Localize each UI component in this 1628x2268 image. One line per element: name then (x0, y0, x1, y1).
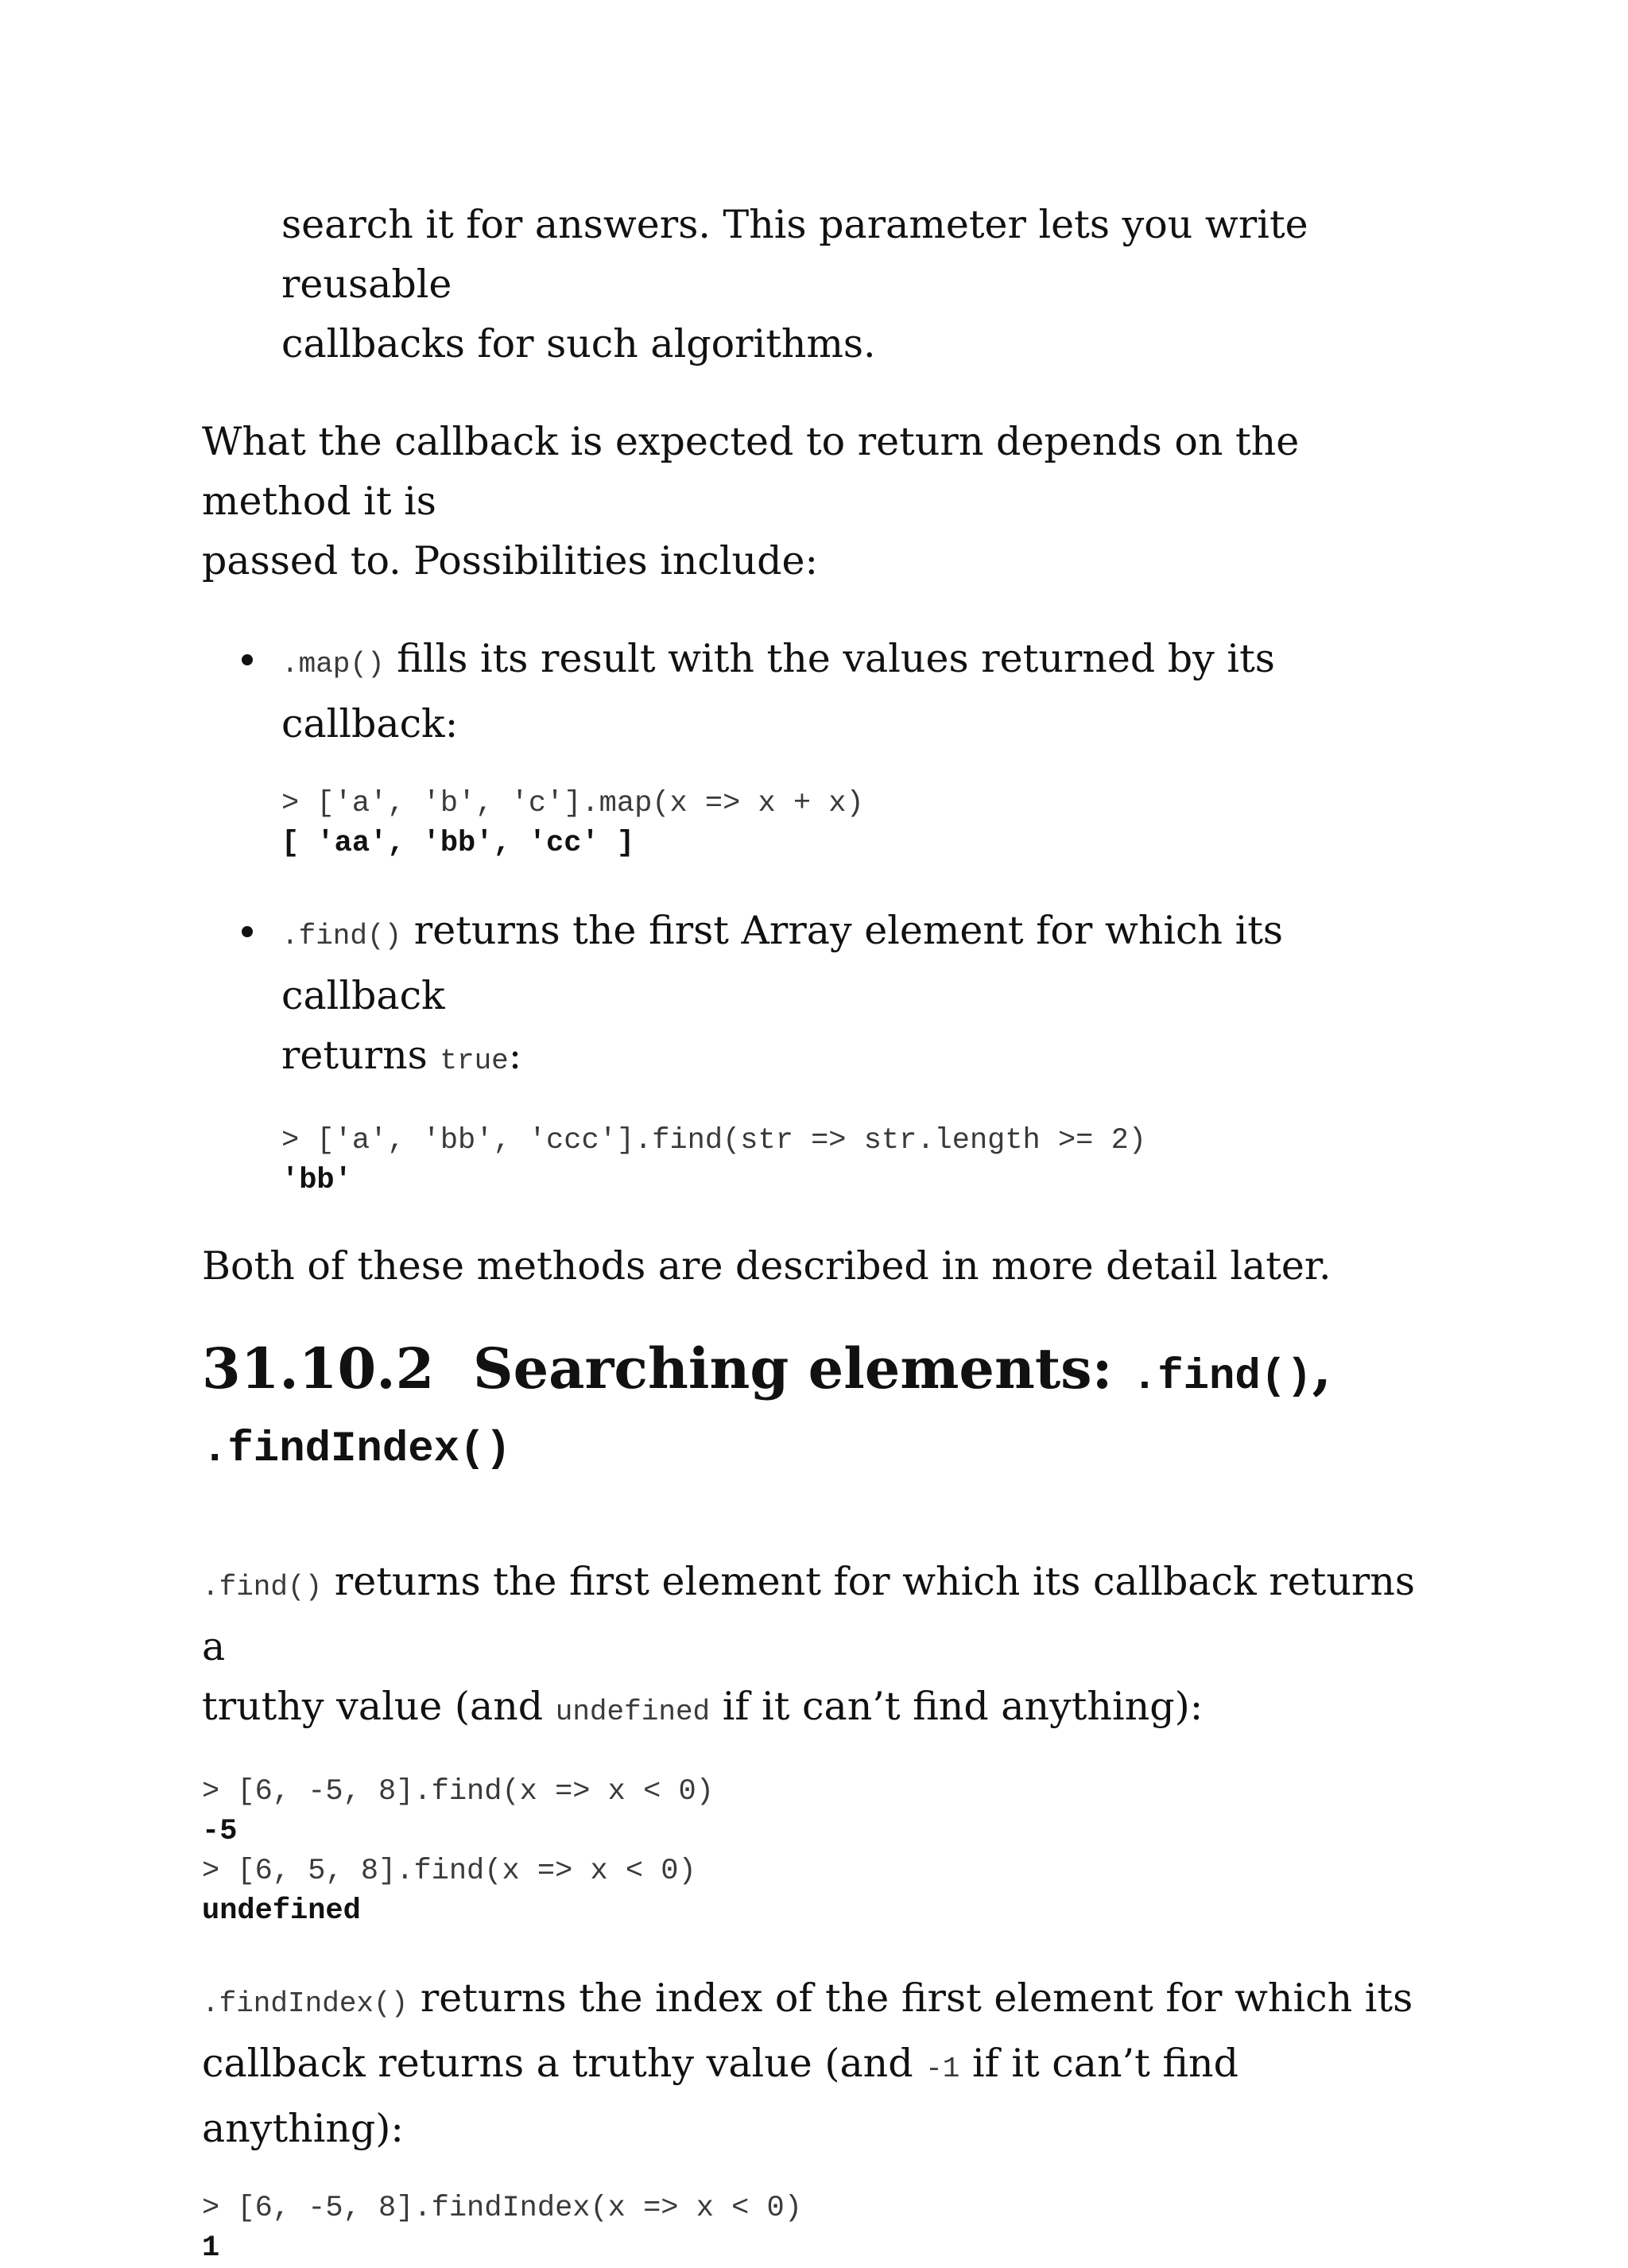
code-output: 'bb' (281, 1164, 352, 1197)
document-page (202, 195, 1442, 2268)
findindex-line-2: callback returns a truthy value (and -1 if it can’t find anything): (202, 2041, 1238, 2151)
find-bullet-line-2: returns true: (281, 1033, 522, 1078)
section-number: 31.10.2 (202, 1336, 435, 1402)
findindex-line-1: .findIndex() returns the index of the first element for which its (202, 1975, 1413, 2021)
code-input: > [6, -5, 8].find(x => x < 0) (202, 1775, 714, 1809)
section-heading: 31.10.2 Searching elements: .find(), .findIndex() (202, 1336, 1332, 1474)
code-block-find (202, 1772, 1442, 1931)
find-paragraph (202, 1552, 1442, 1742)
findindex-paragraph (202, 1968, 1442, 2158)
intro-line-2: callbacks for such algorithms. (281, 321, 876, 366)
list-item-find (202, 901, 1442, 1200)
code-output: -5 (202, 1815, 238, 1848)
intro-paragraph (281, 195, 1442, 374)
inline-code: .find() (281, 920, 402, 952)
code-block-findindex (202, 2189, 1442, 2268)
find-line-1: .find() returns the first element for which its callback returns a (202, 1559, 1416, 1669)
code-input: > ['a', 'bb', 'ccc'].find(str => str.length >= 2) (281, 1124, 1146, 1157)
inline-code: .map() (281, 648, 385, 680)
inline-code: .findIndex() (202, 1987, 409, 2020)
callback-return-line-2: passed to. Possibilities include: (202, 538, 818, 583)
inline-code: true (440, 1045, 509, 1077)
list-item-map (202, 629, 1442, 863)
find-bullet-line-1: .find() returns the first Array element for which its callback (281, 908, 1284, 1018)
inline-code: -1 (925, 2053, 960, 2085)
bullet-icon (242, 926, 253, 937)
code-input: > [6, 5, 8].find(x => x < 0) (202, 1855, 696, 1888)
both-methods-paragraph: Both of these methods are described in more detail later. (202, 1243, 1331, 1289)
inline-code: undefined (555, 1696, 711, 1728)
intro-line-1: search it for answers. This parameter lets you write reusable (281, 202, 1308, 307)
callback-return-paragraph (202, 412, 1442, 591)
code-input: > ['a', 'b', 'c'].map(x => x + x) (281, 787, 864, 820)
code-block-map (281, 784, 1442, 863)
map-description (281, 629, 1442, 754)
section-title: Searching elements: (473, 1336, 1132, 1402)
heading-code-findindex: .findIndex() (202, 1425, 511, 1474)
code-output: [ 'aa', 'bb', 'cc' ] (281, 827, 635, 860)
code-output: undefined (202, 1894, 361, 1928)
callback-return-line-1: What the callback is expected to return depends on the method it is (202, 419, 1300, 524)
code-input: > [6, -5, 8].findIndex(x => x < 0) (202, 2192, 802, 2225)
heading-code-find: .find() (1131, 1353, 1312, 1402)
map-text: fills its result with the values returned by its callback: (281, 636, 1275, 746)
find-line-2: truthy value (and undefined if it can’t find anything): (202, 1684, 1204, 1729)
code-output: 1 (202, 2231, 220, 2265)
bullet-icon (242, 654, 253, 665)
inline-code: .find() (202, 1571, 323, 1603)
code-block-find-bullet (281, 1121, 1442, 1200)
